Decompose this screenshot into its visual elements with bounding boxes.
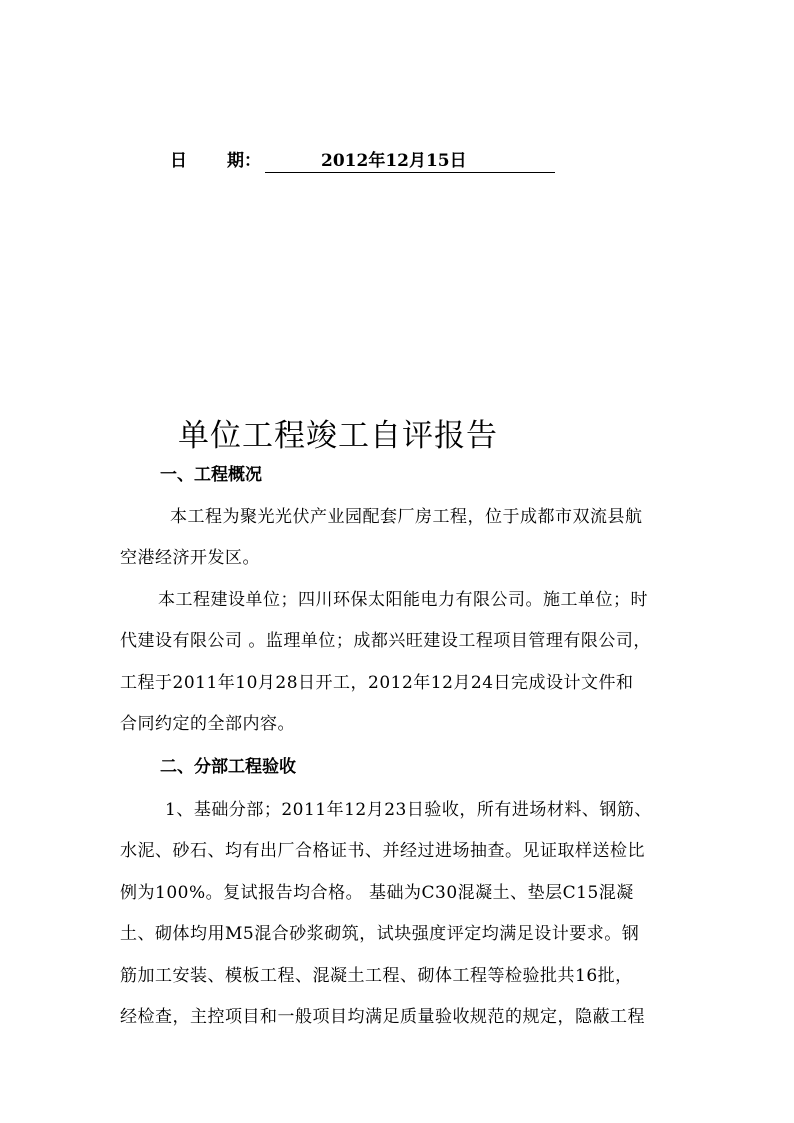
section-heading-acceptance: 二、分部工程验收 [160, 757, 296, 777]
paragraph-line: 合同约定的全部内容。 [120, 714, 295, 734]
paragraph-line: 本工程建设单位；四川环保太阳能电力有限公司。施工单位；时 [158, 590, 648, 610]
paragraph-line: 代建设有限公司 。监理单位；成都兴旺建设工程项目管理有限公司， [120, 631, 651, 651]
paragraph-line: 例为100%。复试报告均合格。 基础为C30混凝土、垫层C15混凝 [120, 883, 634, 903]
paragraph-line: 土、砌体均用M5混合砂浆砌筑，试块强度评定均满足设计要求。钢 [120, 924, 640, 944]
paragraph-line: 1、基础分部；2011年12月23日验收，所有进场材料、钢筋、 [165, 800, 652, 820]
paragraph-line: 空港经济开发区。 [120, 548, 260, 568]
paragraph-line: 工程于2011年10月28日开工，2012年12月24日完成设计文件和 [120, 673, 634, 693]
paragraph-line: 水泥、砂石、均有出厂合格证书、并经过进场抽查。见证取样送检比 [120, 841, 645, 861]
date-label-char1: 日 [170, 151, 187, 171]
report-title: 单位工程竣工自评报告 [178, 418, 498, 454]
date-row [170, 146, 555, 173]
paragraph-line: 筋加工安装、模板工程、混凝土工程、砌体工程等检验批共16批， [120, 966, 633, 986]
paragraph-line: 经检查，主控项目和一般项目均满足质量验收规范的规定，隐蔽工程 [120, 1007, 645, 1027]
date-label-char2: 期： [227, 151, 261, 171]
date-value: 2012年12月15日 [265, 150, 555, 173]
section-heading-overview: 一、工程概况 [160, 465, 262, 485]
paragraph-line: 本工程为聚光光伏产业园配套厂房工程，位于成都市双流县航 [170, 507, 643, 527]
